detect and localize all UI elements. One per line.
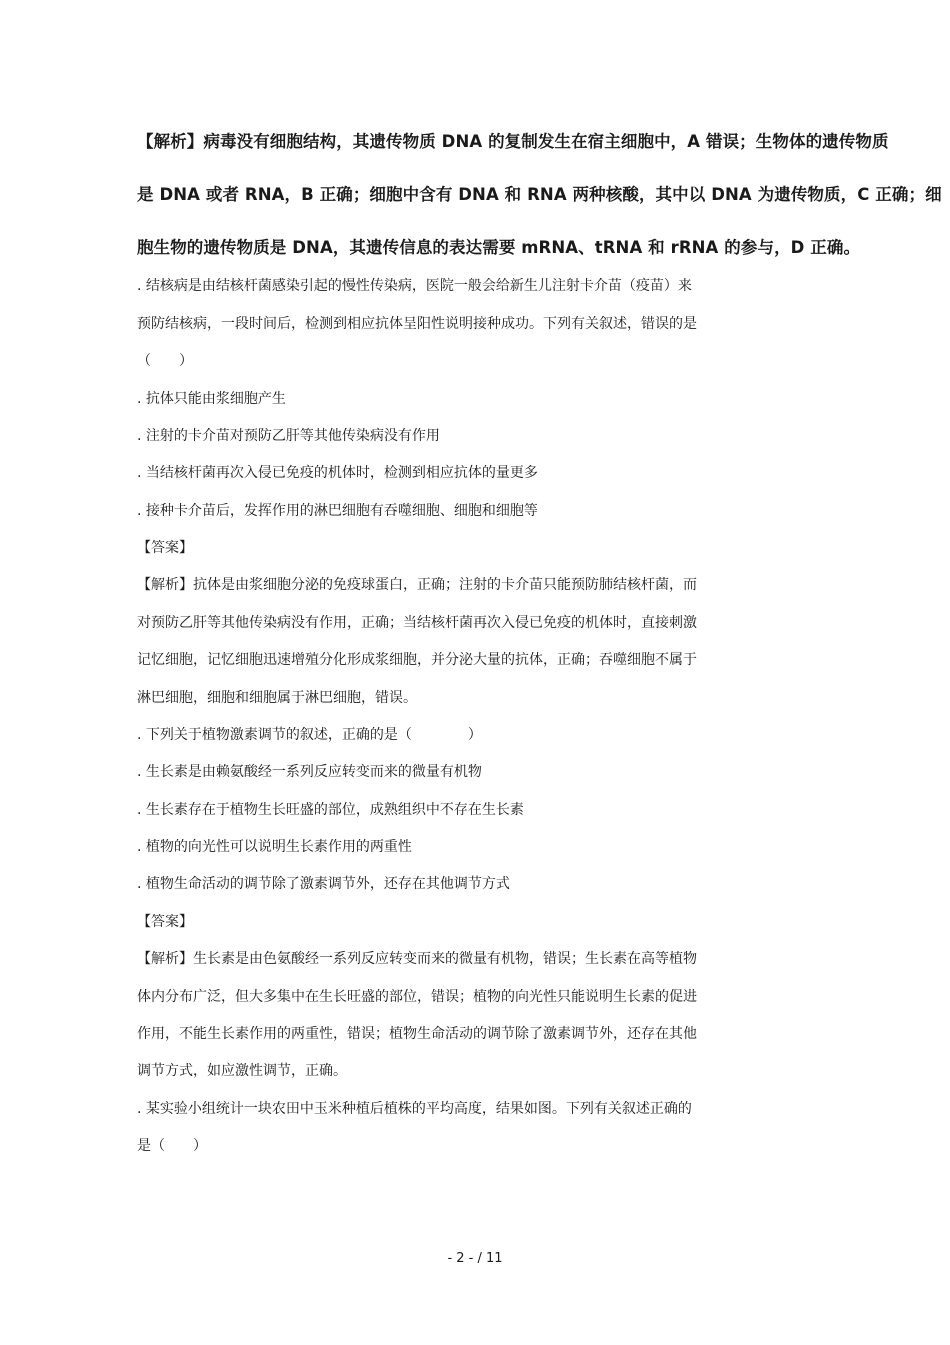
option-d: . 接种卡介苗后，发挥作用的淋巴细胞有吞噬细胞、细胞和细胞等 bbox=[137, 503, 538, 519]
question-hormone: . 下列关于植物激素调节的叙述，正确的是（ ） bbox=[137, 727, 482, 743]
option-c: . 植物的向光性可以说明生长素作用的两重性 bbox=[137, 839, 412, 855]
explanation-line: 作用，不能生长素作用的两重性，错误；植物生命活动的调节除了激素调节外，还存在其他 bbox=[137, 1026, 697, 1042]
question-tb-line-2: 预防结核病，一段时间后，检测到相应抗体呈阳性说明接种成功。下列有关叙述，错误的是 bbox=[137, 316, 697, 332]
analysis-line-1: 【解析】病毒没有细胞结构，其遗传物质 DNA 的复制发生在宿主细胞中，A 错误；生物体的遗传物质 bbox=[137, 132, 889, 151]
option-d: . 植物生命活动的调节除了激素调节外，还存在其他调节方式 bbox=[137, 876, 510, 892]
explanation-line: 体内分布广泛，但大多集中在生长旺盛的部位，错误；植物的向光性只能说明生长素的促进 bbox=[137, 989, 697, 1005]
explanation-line: 记忆细胞，记忆细胞迅速增殖分化形成浆细胞，并分泌大量的抗体，正确；吞噬细胞不属于 bbox=[137, 652, 697, 668]
option-b: . 注射的卡介苗对预防乙肝等其他传染病没有作用 bbox=[137, 428, 440, 444]
analysis-line-2: 是 DNA 或者 RNA，B 正确；细胞中含有 DNA 和 RNA 两种核酸，其中以 DNA 为遗传物质，C 正确；细 bbox=[137, 185, 942, 204]
question-corn-line-1: . 某实验小组统计一块农田中玉米种植后植株的平均高度，结果如图。下列有关叙述正确的 bbox=[137, 1101, 692, 1117]
question-tb-line-1: . 结核病是由结核杆菌感染引起的慢性传染病，医院一般会给新生儿注射卡介苗（疫苗）来 bbox=[137, 278, 692, 294]
explanation-line: 调节方式，如应激性调节，正确。 bbox=[137, 1063, 347, 1079]
option-a: . 抗体只能由浆细胞产生 bbox=[137, 391, 286, 407]
question-tb-blank: （ ） bbox=[137, 353, 193, 369]
question-corn-line-2: 是（ ） bbox=[137, 1138, 207, 1154]
answer-label: 【答案】 bbox=[137, 914, 193, 930]
analysis-line-3: 胞生物的遗传物质是 DNA，其遗传信息的表达需要 mRNA、tRNA 和 rRNA 的参与，D 正确。 bbox=[137, 238, 861, 257]
explanation-line: 【解析】抗体是由浆细胞分泌的免疫球蛋白，正确；注射的卡介苗只能预防肺结核杆菌，而 bbox=[137, 577, 697, 593]
option-b: . 生长素存在于植物生长旺盛的部位，成熟组织中不存在生长素 bbox=[137, 802, 524, 818]
explanation-line: 对预防乙肝等其他传染病没有作用，正确；当结核杆菌再次入侵已免疫的机体时，直接刺激 bbox=[137, 615, 697, 631]
option-c: . 当结核杆菌再次入侵已免疫的机体时，检测到相应抗体的量更多 bbox=[137, 465, 538, 481]
option-a: . 生长素是由赖氨酸经一系列反应转变而来的微量有机物 bbox=[137, 764, 482, 780]
explanation-line: 【解析】生长素是由色氨酸经一系列反应转变而来的微量有机物，错误；生长素在高等植物 bbox=[137, 951, 697, 967]
explanation-line: 淋巴细胞，细胞和细胞属于淋巴细胞，错误。 bbox=[137, 690, 417, 706]
page-number: - 2 - / 11 bbox=[447, 1251, 503, 1266]
answer-label: 【答案】 bbox=[137, 540, 193, 556]
